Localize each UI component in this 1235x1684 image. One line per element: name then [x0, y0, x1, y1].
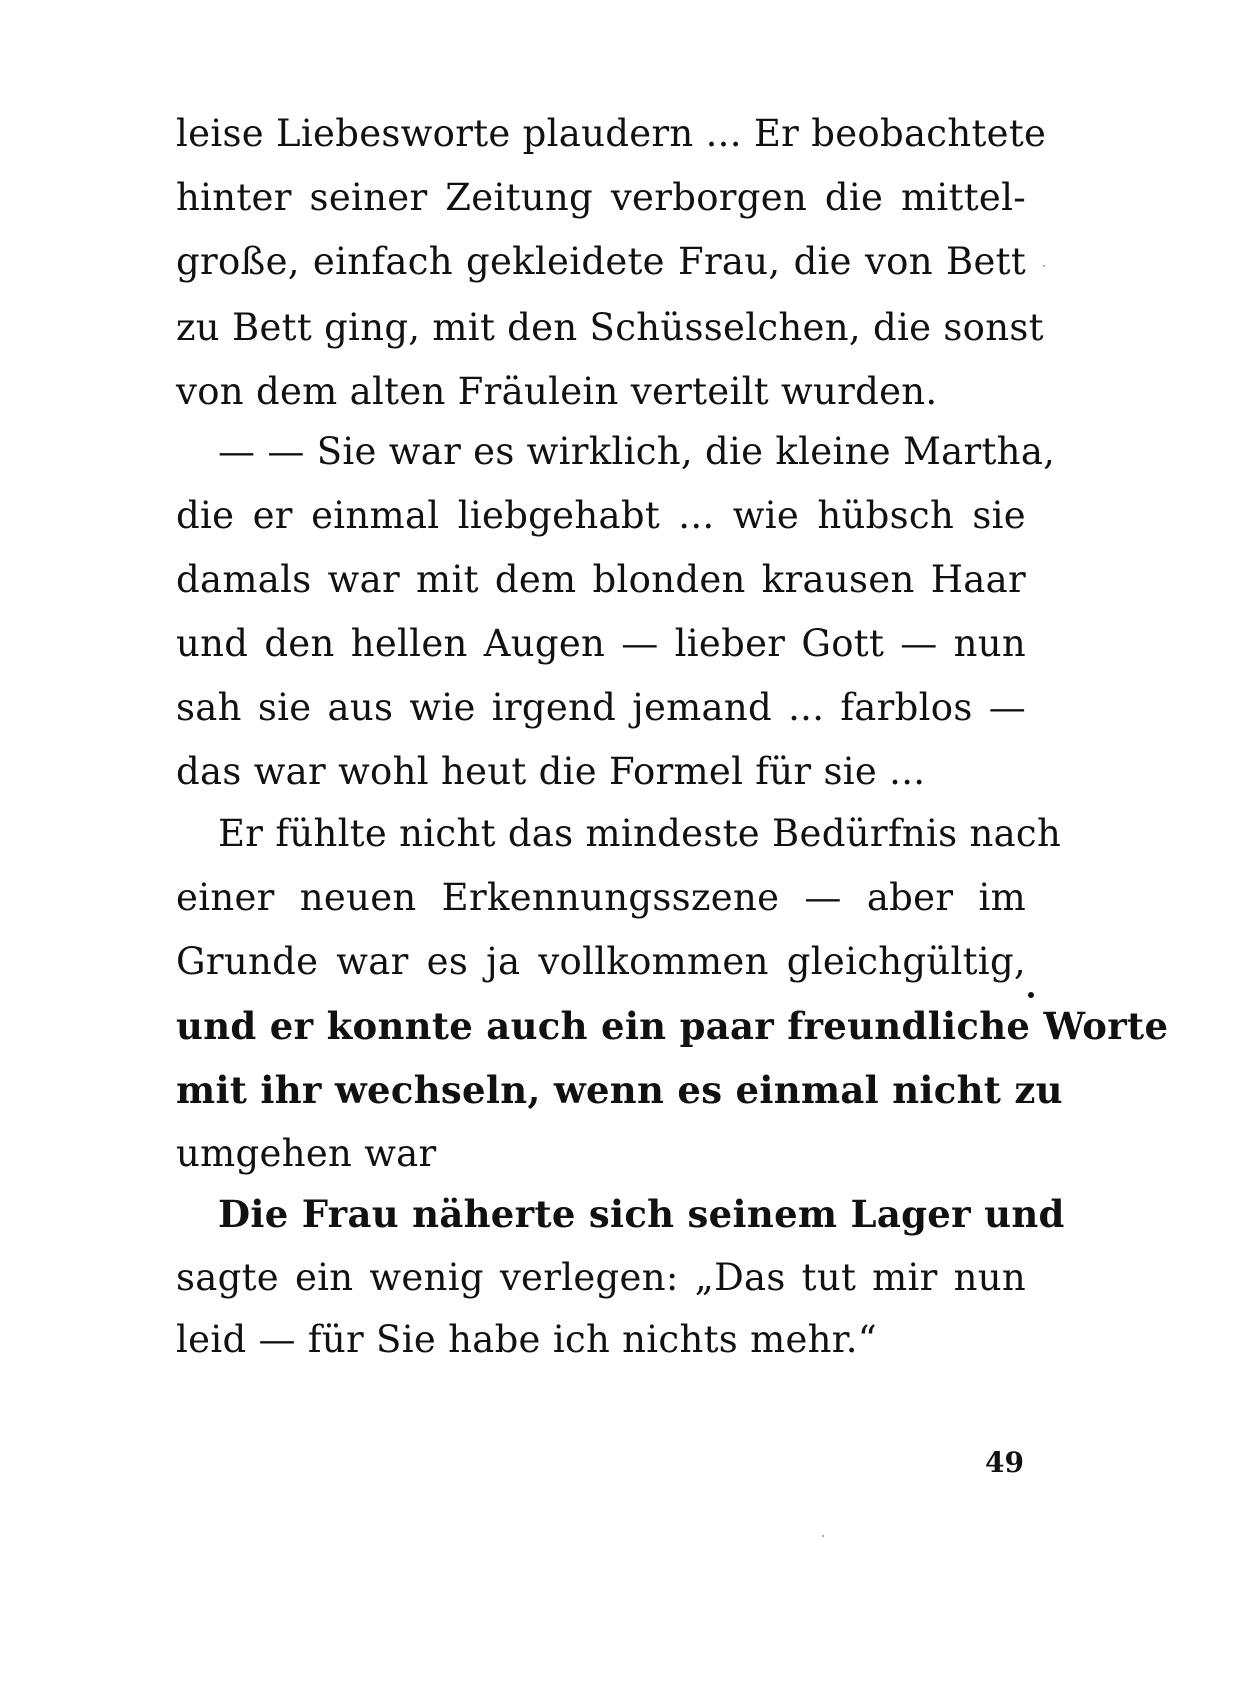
text-line-4: zu Bett ging, mit den Schüsselchen, die sonst	[176, 306, 1044, 349]
text-line-2: hinter seiner Zeitung verborgen die mittel-	[176, 176, 1026, 219]
text-line-7: die er einmal liebgehabt ... wie hübsch sie	[176, 494, 1026, 537]
text-line-13: einer neuen Erkennungsszene — aber im	[176, 876, 1026, 919]
scan-dot	[822, 1535, 824, 1537]
text-line-14: Grunde war es ja vollkommen gleichgültig,	[176, 940, 1026, 983]
text-line-20: leid — für Sie habe ich nichts mehr.“	[176, 1318, 878, 1361]
text-line-15: und er konnte auch ein paar freundliche Worte	[176, 1004, 1169, 1048]
text-line-17: umgehen war	[176, 1132, 437, 1175]
ink-speck	[1028, 992, 1034, 998]
text-line-3: große, einfach gekleidete Frau, die von Bett	[176, 240, 1026, 283]
text-line-1: leise Liebesworte plaudern ... Er beobachtete	[176, 112, 1047, 155]
text-line-18: Die Frau näherte sich seinem Lager und	[218, 1192, 1065, 1236]
text-line-16: mit ihr wechseln, wenn es einmal nicht zu	[176, 1068, 1063, 1112]
text-line-9: und den hellen Augen — lieber Gott — nun	[176, 622, 1026, 665]
text-line-8: damals war mit dem blonden krausen Haar	[176, 558, 1026, 601]
text-line-6: — — Sie war es wirklich, die kleine Martha,	[218, 430, 1056, 473]
page-number: 49	[985, 1446, 1024, 1479]
text-line-10: sah sie aus wie irgend jemand ... farblos —	[176, 686, 1026, 729]
text-line-19: sagte ein wenig verlegen: „Das tut mir nun	[176, 1256, 1026, 1299]
text-line-5: von dem alten Fräulein verteilt wurden.	[176, 370, 938, 413]
text-line-11: das war wohl heut die Formel für sie ...	[176, 750, 926, 793]
scan-dot	[1043, 265, 1045, 267]
text-line-12: Er fühlte nicht das mindeste Bedürfnis nach	[218, 812, 1062, 855]
